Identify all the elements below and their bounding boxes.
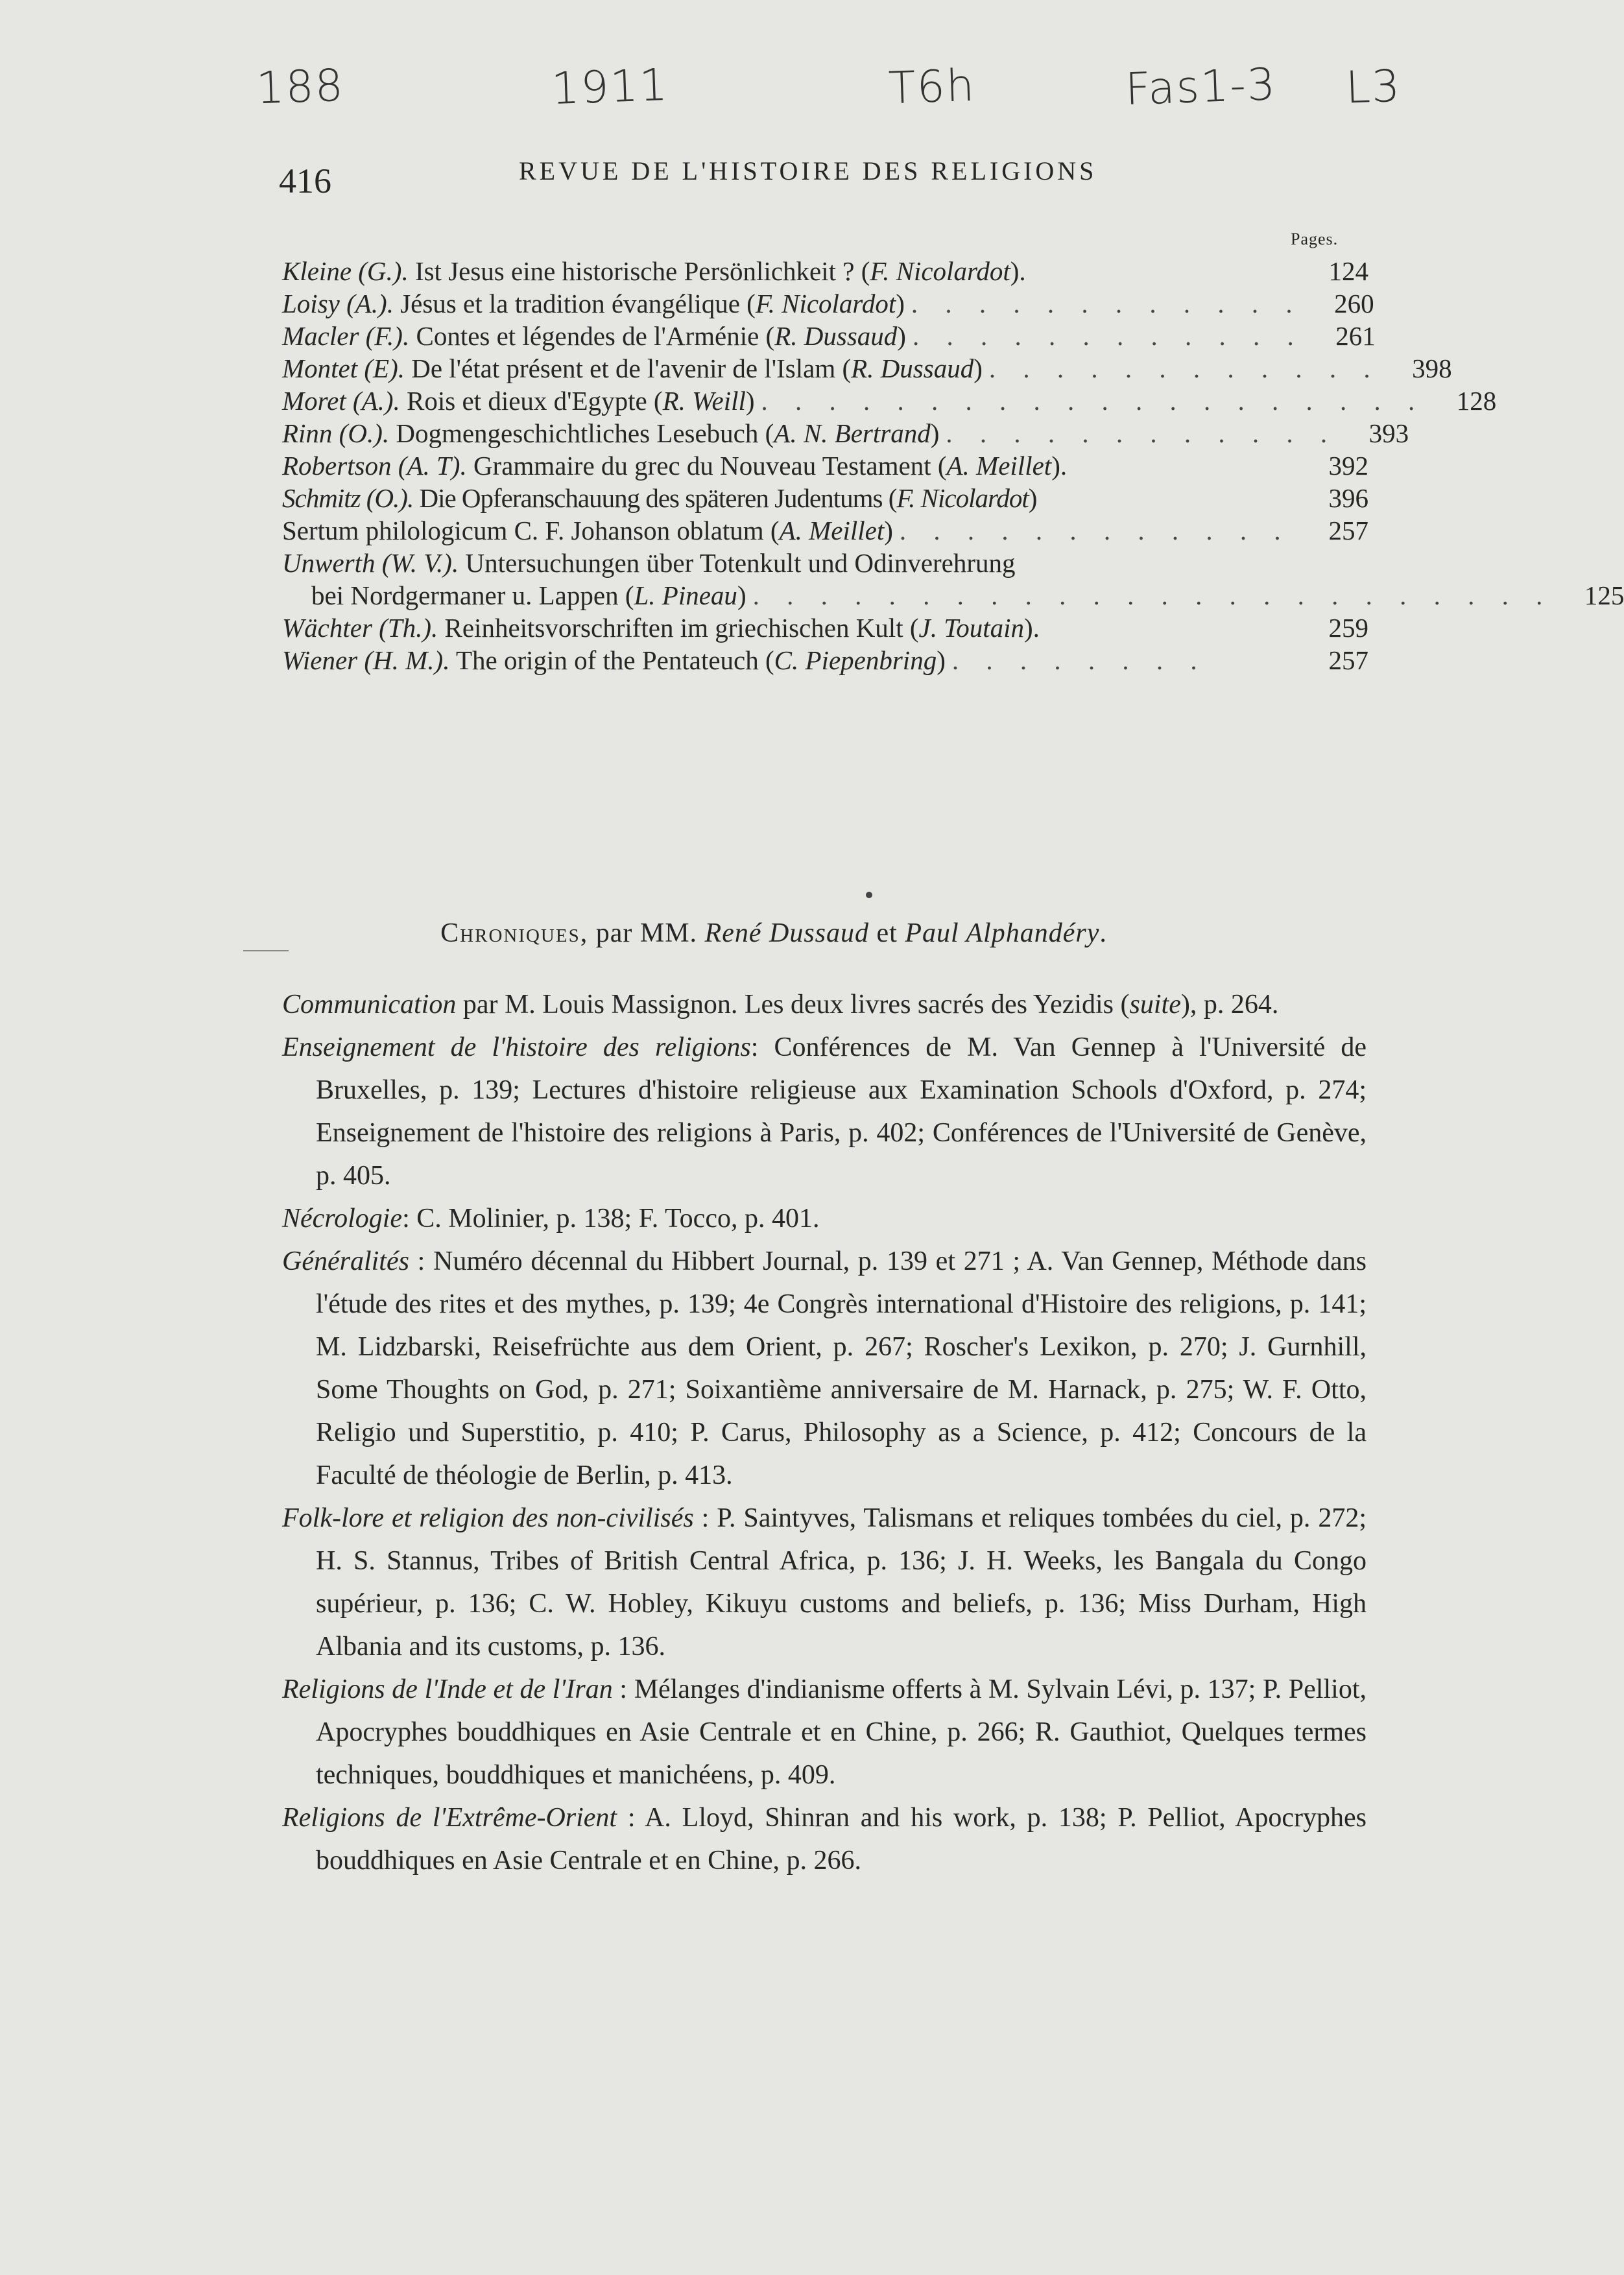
leader-dots: . . . . . . . . . . . . . . . . . . . . . . . .	[752, 580, 1553, 610]
chronique-entry-extreme-orient	[282, 1796, 1367, 1882]
review-close: )	[896, 289, 905, 318]
stray-dot	[866, 892, 872, 898]
section-text: : Mélanges d'indianisme offerts à M. Sylvain Lévi, p. 137; P. Pelliot, Apocryphes bouddhiques en Asie Centrale et en Chine, p. 266; R. Gauthiot, Quelques termes techniques, bouddhiques et manichéens, p. 409.	[316, 1674, 1367, 1790]
review-entry	[282, 449, 1368, 482]
review-entry	[282, 320, 1376, 352]
section-label-suite: suite	[1129, 990, 1181, 1019]
chronique-entry-inde-iran	[282, 1668, 1367, 1796]
section-label: Généralités	[282, 1246, 409, 1276]
review-page: 398	[1412, 353, 1452, 383]
section-text: : Numéro décennal du Hibbert Journal, p. 139 et 271 ; A. Van Gennep, Méthode dans l'étude des rites et des mythes, p. 139; 4e Congrès international d'Histoire des religions, p. 141; M. Lidzbarski, Reisefrüchte aus dem Orient, p. 267; Roscher's Lexikon, p. 270; J. Gurnhill, Some Thoughts on God, p. 271; Soixantième anniversaire de M. Harnack, p. 275; W. F. Otto, Religio und Superstitio, p. 410; P. Carus, Philosophy as a Science, p. 412; Concours de la Faculté de théologie de Berlin, p. 413.	[316, 1246, 1367, 1490]
review-close: ).	[1024, 613, 1040, 643]
section-label: Religions de l'Extrême-Orient	[282, 1803, 617, 1833]
review-author: Wiener (H. M.).	[282, 645, 450, 675]
review-close: )	[930, 418, 940, 448]
review-title: Jésus et la tradition évangélique (	[393, 289, 756, 318]
leader-dots: . . . . . . . . . . . . . . . . . . . .	[761, 386, 1426, 416]
review-close: )	[897, 321, 906, 351]
handwritten-note-year: 1911	[550, 59, 670, 115]
review-title: Sertum philologicum C. F. Johanson oblatum (	[282, 516, 780, 545]
review-continuation-text: bei Nordgermaner u. Lappen (	[311, 580, 634, 610]
review-title: Grammaire du grec du Nouveau Testament (	[466, 451, 947, 481]
section-label: Nécrologie	[282, 1204, 403, 1233]
section-text: : P. Saintyves, Talismans et reliques tombées du ciel, p. 272; H. S. Stannus, Tribes of British Central Africa, p. 136; J. H. Weeks, les Bangala du Congo supérieur, p. 136; C. W. Hobley, Kikuyu customs and beliefs, p. 136; Miss Durham, High Albania and its customs, p. 136.	[316, 1503, 1367, 1662]
chronique-entry-folklore	[282, 1497, 1367, 1668]
review-reviewer: A. N. Bertrand	[774, 418, 931, 448]
review-author: Rinn (O.).	[282, 418, 390, 448]
chronique-entry-generalites	[282, 1240, 1367, 1497]
review-page: 396	[1328, 483, 1368, 513]
review-page: 257	[1328, 645, 1368, 675]
section-label: Folk-lore et religion des non-civilisés	[282, 1503, 694, 1533]
review-reviewer: R. Dussaud	[774, 321, 898, 351]
review-entry	[282, 612, 1368, 644]
review-page: 124	[1328, 256, 1368, 286]
review-page: 260	[1334, 289, 1374, 318]
review-close: ).	[1010, 256, 1026, 286]
leader-dots: . . . . . . . . . . . .	[946, 418, 1338, 448]
review-reviewer: J. Toutain	[918, 613, 1025, 643]
review-reviewer: R. Weill	[662, 386, 746, 416]
review-title: De l'état présent et de l'avenir de l'Islam (	[404, 353, 852, 383]
review-author: Wächter (Th.).	[282, 613, 438, 643]
chroniques-label: Chroniques,	[440, 918, 589, 948]
section-label: Enseignement de l'histoire des religions	[282, 1032, 751, 1062]
review-reviewer: R. Dussaud	[851, 353, 974, 383]
leader-dots: . . . . . . . . . . . .	[912, 321, 1304, 351]
review-reviewer: F. Nicolardot	[755, 289, 896, 318]
page-number: 416	[279, 161, 331, 200]
review-close: )	[884, 516, 893, 545]
margin-rule	[243, 950, 289, 951]
review-entry	[282, 352, 1452, 385]
pages-column-label: Pages.	[1291, 230, 1339, 248]
chroniques-par: par MM.	[588, 918, 705, 948]
review-close: ).	[1051, 451, 1068, 481]
review-title: Untersuchungen über Totenkult und Odinverehrung	[459, 548, 1016, 578]
section-text: : C. Molinier, p. 138; F. Tocco, p. 401.	[402, 1204, 820, 1233]
review-author: Kleine (G.).	[282, 256, 409, 286]
handwritten-note-188: 188	[255, 60, 346, 115]
section-label: Religions de l'Inde et de l'Iran	[282, 1674, 613, 1704]
review-entry	[282, 255, 1368, 287]
review-page: 257	[1328, 516, 1368, 545]
chroniques-and: et	[869, 918, 905, 948]
review-entry	[282, 417, 1409, 449]
chroniques-list	[282, 983, 1367, 1882]
review-author: Unwerth (W. V.).	[282, 548, 459, 578]
review-entry-continuation	[282, 579, 1624, 612]
review-title: Reinheitsvorschriften im griechischen Kult (	[438, 613, 919, 643]
chroniques-end: .	[1099, 918, 1107, 948]
review-reviewer: F. Nicolardot	[870, 256, 1010, 286]
review-author: Moret (A.).	[282, 386, 400, 416]
review-entry	[282, 482, 1368, 514]
review-entry	[282, 644, 1368, 676]
chroniques-author-1: René Dussaud	[704, 918, 870, 948]
handwritten-note-l3: L3	[1344, 60, 1402, 114]
review-close: )	[737, 580, 746, 610]
review-page: 128	[1456, 386, 1497, 416]
review-title: Die Opferanschauung des späteren Judentums (	[413, 483, 897, 513]
handwritten-note-t6h: T6h	[887, 60, 977, 115]
chroniques-author-2: Paul Alphandéry	[905, 918, 1100, 948]
review-page: 259	[1328, 613, 1368, 643]
review-page: 125	[1584, 580, 1624, 610]
running-title: REVUE DE L'HISTOIRE DES RELIGIONS	[519, 156, 1097, 185]
leader-dots: . . . . . . . .	[951, 645, 1208, 675]
review-reviewer: L. Pineau	[634, 580, 737, 610]
handwritten-note-fascicle: Fas1-3	[1124, 58, 1278, 116]
review-title: Rois et dieux d'Egypte (	[400, 386, 663, 416]
leader-dots: . . . . . . . . . . . .	[911, 289, 1303, 318]
chronique-entry-communication	[282, 983, 1367, 1026]
review-title: Contes et légendes de l'Arménie (	[409, 321, 775, 351]
leader-dots: . . . . . . . . . . . .	[899, 516, 1291, 545]
review-close: )	[1028, 483, 1037, 513]
review-title: Dogmengeschichtliches Lesebuch (	[389, 418, 774, 448]
review-author: Macler (F.).	[282, 321, 410, 351]
section-text: : Conférences de M. Van Gennep à l'Université de Bruxelles, p. 139; Lectures d'histoire religieuse aux Examination Schools d'Oxford, p. 274; Enseignement de l'histoire des religions à Paris, p. 402; Conférences de l'Université de Genève, p. 405.	[316, 1032, 1367, 1191]
review-reviewer: C. Piepenbring	[774, 645, 937, 675]
review-close: )	[973, 353, 983, 383]
section-text: par M. Louis Massignon. Les deux livres sacrés des Yezidis (	[456, 990, 1130, 1019]
review-close: )	[937, 645, 946, 675]
section-text: : A. Lloyd, Shinran and his work, p. 138; P. Pelliot, Apocryphes bouddhiques en Asie Centrale et en Chine, p. 266.	[316, 1803, 1367, 1876]
review-entry	[282, 385, 1497, 417]
review-page: 393	[1368, 418, 1409, 448]
chroniques-heading	[0, 918, 1547, 949]
review-reviewer: A. Meillet	[946, 451, 1052, 481]
review-reviewer: F. Nicolardot	[896, 483, 1029, 513]
review-title: The origin of the Pentateuch (	[449, 645, 774, 675]
review-list	[282, 255, 1624, 676]
review-entry	[282, 514, 1368, 547]
review-reviewer: A. Meillet	[779, 516, 885, 545]
review-entry	[282, 547, 1368, 579]
review-entry	[282, 287, 1374, 320]
chronique-entry-enseignement	[282, 1026, 1367, 1197]
review-author: Schmitz (O.).	[282, 483, 414, 513]
section-label: Communication	[282, 990, 457, 1019]
review-author: Loisy (A.).	[282, 289, 394, 318]
review-page: 392	[1328, 451, 1368, 481]
section-text-end: ), p. 264.	[1180, 990, 1279, 1019]
review-author: Robertson (A. T).	[282, 451, 467, 481]
review-page: 261	[1335, 321, 1376, 351]
review-close: )	[745, 386, 755, 416]
review-author: Montet (E).	[282, 353, 405, 383]
review-title: Ist Jesus eine historische Persönlichkeit ? (	[408, 256, 870, 286]
leader-dots: . . . . . . . . . . . .	[988, 353, 1381, 383]
chronique-entry-necrologie	[282, 1197, 1367, 1240]
